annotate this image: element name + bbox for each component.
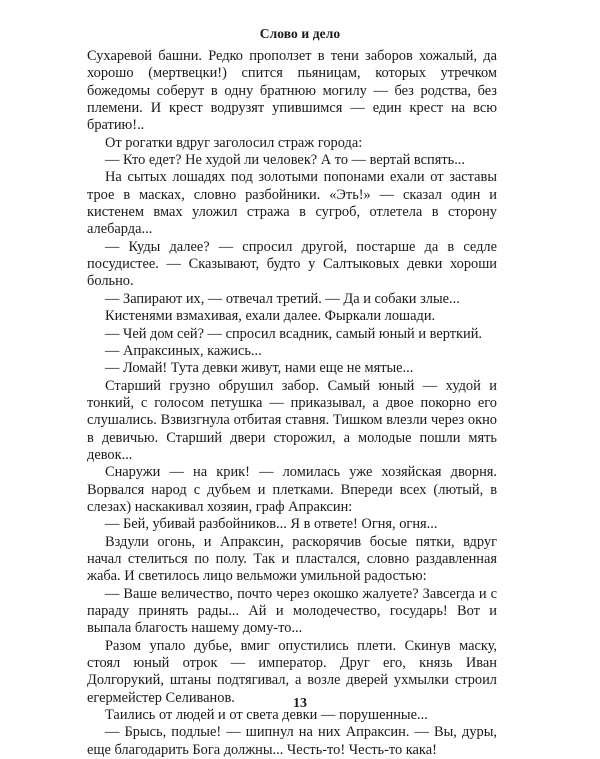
body-text bbox=[87, 48, 497, 759]
paragraph: — Запирают их, — отвечал третий. — Да и собаки злые... bbox=[105, 290, 460, 307]
paragraph: — Куды далее? — спросил другой, постарше да в седле посудистее. — Сказывают, будто у Салтыковых девки хороши больно. bbox=[87, 238, 497, 290]
paragraph: — Ваше величество, почто через окошко жалуете? Завсегда и с параду принять рады... Ай и молодечество, государь! Вот и выпала благость нашему дому-то... bbox=[87, 585, 497, 637]
running-title: Слово и дело bbox=[259, 26, 341, 41]
paragraph: Таились от людей и от света девки — порушенные... bbox=[105, 707, 428, 724]
paragraph: Разом упало дубье, вмиг опустились плети. Скинув маску, стоял юный отрок — император. Друг его, князь Иван Долгорукий, штаны подтягивал, а возле дверей ухмылки строил егермейстер Селиванов. bbox=[87, 637, 497, 706]
paragraph: — Апраксиных, кажись... bbox=[105, 342, 262, 359]
paragraph: — Брысь, подлые! — шипнул на них Апраксин. — Вы, дуры, еще благодарить Бога должны... Честь-то! Честь-то кака! bbox=[87, 724, 497, 758]
paragraph: Снаружи — на крик! — ломилась уже хозяйская дворня. Ворвался народ с дубьем и плетками. Впереди всех (лютый, в слезах) наскакивал хозяин, граф Апраксин: bbox=[87, 464, 497, 515]
paragraph: Кистенями взмахивая, ехали далее. Фыркали лошади. bbox=[105, 308, 436, 325]
paragraph: На сытых лошадях под золотыми попонами ехали от заставы трое в масках, словно разбойники. «Эть!» — сказал один и кистенем вмах уложил стража в сугроб, отлетела в сторону алебарда... bbox=[87, 169, 497, 238]
page-number: 13 bbox=[293, 696, 307, 711]
paragraph: От рогатки вдруг заголосил страж города: bbox=[105, 134, 363, 151]
paragraph: Старший грузно обрушил забор. Самый юный — худой и тонкий, с голосом петушка — приказывал, а двое покорно его слушались. Взвизгнула отбитая ставня. Тишком влезли через окно в девичью. Старший двери сторожил, а молодые пошли мять девок... bbox=[87, 377, 497, 463]
paragraph: Вздули огонь, и Апраксин, раскорячив босые пятки, вдруг начал стелиться по полу. Так и пластался, словно раздавленная жаба. И светилось лицо вельможи умильной радостью: bbox=[87, 533, 497, 585]
paragraph: Сухаревой башни. Редко проползет в тени заборов хожалый, да хорошо (мертвецки!) спится пьяницам, которых утречком божедомы соберут в одну братнюю могилу — без родства, без племени. И крест водрузят упившимся — един крест на всю братию!.. bbox=[87, 48, 497, 134]
paragraph: — Чей дом сей? — спросил всадник, самый юный и верткий. bbox=[105, 325, 483, 342]
paragraph: — Бей, убивай разбойников... Я в ответе! Огня, огня... bbox=[105, 516, 438, 533]
paragraph: — Ломай! Тута девки живут, нами еще не мятые... bbox=[105, 360, 414, 377]
paragraph: — Кто едет? Не худой ли человек? А то — вертай вспять... bbox=[105, 152, 465, 169]
